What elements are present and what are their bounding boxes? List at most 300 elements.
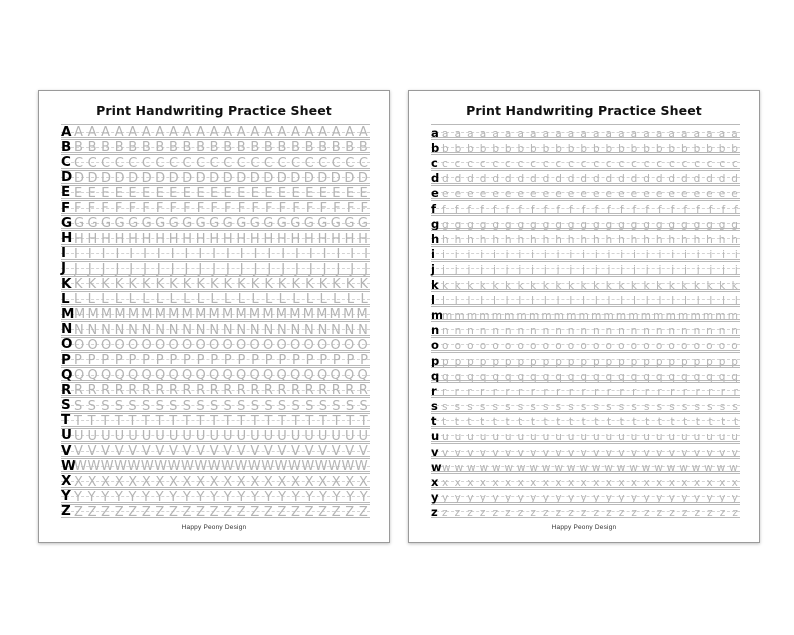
trace-letter: r [733,385,738,398]
trace-letter: w [566,461,576,474]
trace-letter: t [467,416,472,428]
trace-letter: S [128,398,137,413]
trace-letter: v [668,446,675,459]
trace-letter: t [645,416,650,428]
trace-letter: n [605,325,613,337]
trace-letter: q [467,370,474,383]
trace-letter: p [567,355,575,367]
practice-row [61,428,370,443]
trace-letter: B [128,140,138,155]
trace-letter: v [618,446,625,459]
trace-letter: r [530,385,536,398]
trace-letter: G [168,216,179,231]
trace-letter: B [87,140,97,155]
trace-letter: W [274,459,288,474]
trace-letter: P [223,353,232,367]
trace-letter: Q [195,368,206,383]
trace-letter: I [143,246,147,261]
trace-letter: r [480,385,485,398]
trace-letter: r [708,385,713,398]
trace-letter: z [568,507,574,519]
trace-letter: W [114,459,127,474]
trace-letter: F [114,201,123,216]
trace-letter: W [127,459,141,474]
trace-letter: k [618,279,625,292]
trace-letter: L [224,292,232,307]
trace-letter: y [517,492,524,504]
trace-letter: A [114,125,124,140]
trace-letter: s [681,401,688,413]
trace-letter: K [332,277,341,292]
trace-letter: i [683,249,687,261]
trace-letter: y [593,492,600,504]
trace-letter: d [517,173,525,185]
model-letter: H [61,230,73,246]
model-letter: F [61,199,71,216]
trace-letter: H [304,231,314,246]
trace-letter: V [263,444,273,459]
trace-letter: F [169,201,177,216]
trace-letter: s [568,401,574,413]
trace-letter: K [74,277,83,292]
trace-letter: Z [291,504,300,519]
trace-letter: a [693,127,700,140]
trace-letter: N [304,322,314,337]
trace-letter: d [454,173,462,185]
trace-letter: G [236,216,247,231]
model-letter: b [431,140,440,155]
trace-letter: L [128,292,136,307]
trace-letter: I [115,246,120,261]
trace-letter: m [640,309,651,322]
trace-letter: m [591,309,602,322]
trace-letter: v [530,446,537,459]
trace-letter: A [277,125,287,140]
trace-letters [74,337,368,352]
trace-letter: O [344,337,355,352]
trace-letter: g [567,218,575,231]
trace-letter: t [480,416,485,428]
trace-letter: I [364,246,368,261]
trace-letter: X [155,474,165,489]
trace-letter: I [336,246,341,261]
trace-letter: d [693,173,701,185]
trace-letter: C [250,155,260,170]
trace-letter: W [194,459,208,474]
trace-letter: s [694,401,700,413]
trace-letter: A [304,125,314,140]
trace-letter: Z [101,504,111,519]
trace-letter: Z [74,504,83,519]
trace-letter: C [277,155,287,170]
trace-letter: Q [155,368,166,383]
practice-row [431,215,740,230]
model-letter: s [431,399,438,414]
trace-letter: U [168,428,179,443]
trace-letter: G [128,216,139,231]
trace-letter: Y [264,489,273,504]
trace-letter: s [543,401,549,413]
trace-letter: F [74,201,82,216]
trace-letters [74,306,368,321]
trace-letter: N [317,322,328,337]
trace-letter: I [239,246,244,261]
trace-letter: u [442,431,449,443]
trace-letter: V [358,444,368,459]
trace-letter: c [568,158,574,170]
trace-letter: c [681,158,688,170]
trace-letter: g [643,218,650,231]
trace-letter: v [442,446,449,459]
practice-row [431,367,740,382]
trace-letter: p [718,355,726,367]
trace-letter: z [505,507,511,519]
trace-letter: T [359,413,368,428]
trace-letters [74,504,368,519]
trace-letter: C [128,155,138,170]
trace-letter: I [281,246,286,261]
trace-letter: g [718,218,726,231]
trace-letter: N [331,322,341,337]
trace-letter: S [223,398,232,413]
trace-letter: H [276,231,287,246]
trace-letter: i [531,249,535,261]
trace-letter: I [212,246,216,261]
trace-letter: W [328,459,341,474]
trace-letter: D [155,170,166,185]
trace-letter: h [555,234,562,246]
trace-letter: r [644,385,650,398]
trace-letter: B [196,140,205,155]
trace-letter: f [657,203,662,216]
trace-letter: s [631,401,637,413]
trace-letters [74,321,368,336]
trace-letter: e [479,188,487,200]
trace-letter: H [290,231,301,246]
trace-letter: c [479,158,486,170]
trace-letter: p [454,355,462,367]
trace-letter: A [74,125,83,140]
trace-letter: Y [223,489,232,504]
trace-letter: S [345,398,355,413]
trace-letter: i [492,249,496,261]
trace-letter: H [209,231,220,246]
model-letter: I [61,245,67,262]
trace-letter: B [318,140,328,155]
trace-letter: C [263,155,273,170]
practice-row [431,291,740,306]
trace-letter: r [556,385,561,398]
trace-letter: i [454,249,458,261]
trace-letter: u [643,431,650,443]
trace-letter: Q [317,368,328,383]
trace-letter: x [593,477,600,489]
trace-letter: G [249,216,260,231]
trace-letter: n [680,325,688,337]
trace-letter: p [530,355,537,367]
trace-letter: F [292,201,300,216]
trace-letters [442,428,738,443]
trace-letter: b [555,142,562,155]
uppercase-practice-sheet [38,90,390,543]
trace-letter: q [442,370,449,383]
trace-letter: i [480,249,484,261]
trace-letter: i [671,249,675,261]
trace-letter: q [454,370,462,383]
practice-row [61,306,370,321]
trace-letter: C [74,155,84,170]
trace-letter: W [167,459,181,474]
practice-row [61,413,370,428]
trace-letter: Z [277,504,287,519]
trace-letter: R [168,383,178,398]
trace-letter: C [182,155,192,170]
trace-letter: z [555,507,562,519]
trace-letter: g [442,218,449,231]
trace-letters [442,458,738,473]
trace-letter: P [264,353,273,367]
trace-letter: l [582,294,585,307]
trace-letter: V [196,444,205,459]
trace-letter: u [580,431,588,443]
trace-letter: c [618,158,625,170]
trace-letter: o [530,340,537,352]
trace-letter: s [479,401,486,413]
practice-row [431,139,740,154]
trace-letter: u [655,431,663,443]
trace-letter: M [221,307,234,322]
sheet-title: Print Handwriting Practice Sheet [96,103,332,118]
trace-letter: f [734,203,738,216]
model-letter: k [431,277,439,292]
trace-letter: D [303,170,314,185]
trace-letter: a [731,127,738,140]
trace-letter: m [442,309,453,322]
trace-letter: H [87,231,98,246]
trace-letter: q [530,370,537,383]
trace-letter: x [693,477,701,489]
practice-row [431,382,740,397]
trace-letter: r [619,385,624,398]
trace-letter: z [669,507,675,519]
trace-letter: o [517,340,524,352]
trace-letter: o [492,340,499,352]
trace-letter: U [74,428,84,443]
trace-letter: V [182,444,192,459]
trace-letter: g [504,218,512,231]
trace-letter: m [566,309,577,322]
trace-letter: Q [303,368,314,383]
trace-letter: w [516,461,526,474]
trace-letter: N [114,322,125,337]
trace-letters [442,261,738,276]
trace-letter: Z [128,504,138,519]
trace-letter: r [492,385,498,398]
trace-letter: G [74,216,85,231]
trace-letters [74,382,368,397]
trace-letter: c [542,158,549,170]
trace-letter: c [492,158,499,170]
trace-letter: T [278,413,287,428]
trace-letter: Z [358,504,368,519]
trace-letter: B [209,140,219,155]
trace-letter: R [318,383,328,398]
trace-letter: W [74,459,87,474]
trace-letter: r [505,385,510,398]
trace-letter: n [592,325,600,337]
model-letter: z [431,505,438,520]
practice-row [431,306,740,321]
trace-letter: d [706,173,713,185]
trace-letter: G [357,216,368,231]
trace-letter: q [479,370,487,383]
model-letter: N [61,321,73,338]
trace-letter: f [721,203,726,216]
trace-letter: F [346,201,355,216]
trace-letter: J [170,261,175,276]
trace-letter: k [706,279,713,292]
trace-letter: n [479,325,487,337]
trace-letter: e [668,188,675,200]
trace-letter: S [359,398,368,413]
trace-letter: J [156,261,161,276]
trace-letter: F [87,201,96,216]
trace-letter: Q [209,368,220,383]
trace-letter: g [731,218,738,231]
trace-letter: R [182,383,192,398]
trace-letter: y [580,492,587,504]
trace-letter: l [518,294,522,307]
model-letter: g [431,216,440,231]
trace-letter: I [156,246,161,261]
trace-letter: G [263,216,274,231]
model-letter: A [61,123,72,140]
trace-letter: M [262,307,274,322]
practice-row [61,170,370,185]
trace-letter: a [618,127,625,140]
trace-letter: C [331,155,341,170]
trace-letter: p [693,355,701,367]
practice-row [61,397,370,412]
trace-letter: W [261,459,275,474]
trace-letter: E [209,185,219,200]
trace-letter: j [442,264,445,276]
trace-letters [442,276,738,291]
trace-letter: H [128,231,138,246]
trace-letter: T [332,413,341,428]
trace-letters [74,230,368,245]
trace-letter: p [504,355,512,367]
trace-letter: T [155,413,164,428]
practice-row [431,443,740,458]
model-letter: d [431,171,440,186]
trace-letter: x [530,477,537,489]
trace-letter: o [680,340,688,352]
trace-letter: h [668,234,676,246]
trace-letter: M [100,307,113,322]
trace-letter: V [74,444,83,459]
trace-letter: e [706,188,713,200]
trace-letter: U [87,428,98,443]
trace-letter: o [467,340,474,352]
trace-letter: h [680,234,688,246]
practice-row [431,397,740,412]
trace-letter: B [250,140,260,155]
trace-letter: j [467,264,471,276]
trace-letter: T [250,413,259,428]
trace-letter: i [734,249,738,261]
trace-letter: X [318,474,328,489]
trace-letter: i [620,249,624,261]
trace-letter: l [543,294,547,307]
trace-letter: O [168,337,179,352]
trace-letter: t [568,416,573,428]
trace-letter: T [128,413,137,428]
trace-letter: f [530,203,535,216]
trace-letter: Q [290,368,301,383]
trace-letter: x [643,477,650,489]
model-letter: c [431,156,438,171]
trace-letters [442,306,738,321]
trace-letter: T [142,413,150,428]
trace-letter: c [732,158,738,170]
trace-letters [74,170,368,185]
trace-letter: h [442,234,449,246]
trace-letter: R [209,383,219,398]
trace-letter: N [222,322,233,337]
trace-letter: k [530,279,537,292]
model-letter: p [431,353,440,368]
trace-letter: t [695,416,700,428]
trace-letter: x [504,477,512,489]
trace-letter: j [518,264,522,276]
trace-letter: f [492,203,497,216]
trace-letter: n [580,325,588,337]
trace-letter: Y [101,489,110,504]
trace-letter: K [237,277,246,292]
trace-letter: K [223,277,233,292]
trace-letter: M [235,307,247,322]
trace-letter: g [592,218,600,231]
trace-letter: z [694,507,701,519]
trace-letter: D [101,170,112,185]
trace-letters [74,458,368,473]
trace-letter: L [292,292,300,307]
trace-letter: L [210,292,218,307]
trace-letter: u [504,431,512,443]
practice-row [431,337,740,352]
trace-letter: v [467,446,474,459]
trace-letter: K [318,277,328,292]
trace-letter: k [504,279,512,292]
trace-letters [442,489,738,504]
trace-letter: C [345,155,355,170]
trace-letter: Y [155,489,164,504]
trace-letter: C [155,155,165,170]
trace-letter: o [542,340,550,352]
trace-letters [442,230,738,245]
trace-letter: j [633,264,636,276]
trace-letter: U [250,428,260,443]
trace-letter: y [555,492,562,504]
trace-letter: m [578,309,589,322]
trace-letter: J [74,261,78,276]
trace-letter: D [357,170,368,185]
trace-letter: B [182,140,192,155]
trace-letter: C [141,155,151,170]
trace-letter: h [706,234,713,246]
trace-letter: I [87,246,92,261]
